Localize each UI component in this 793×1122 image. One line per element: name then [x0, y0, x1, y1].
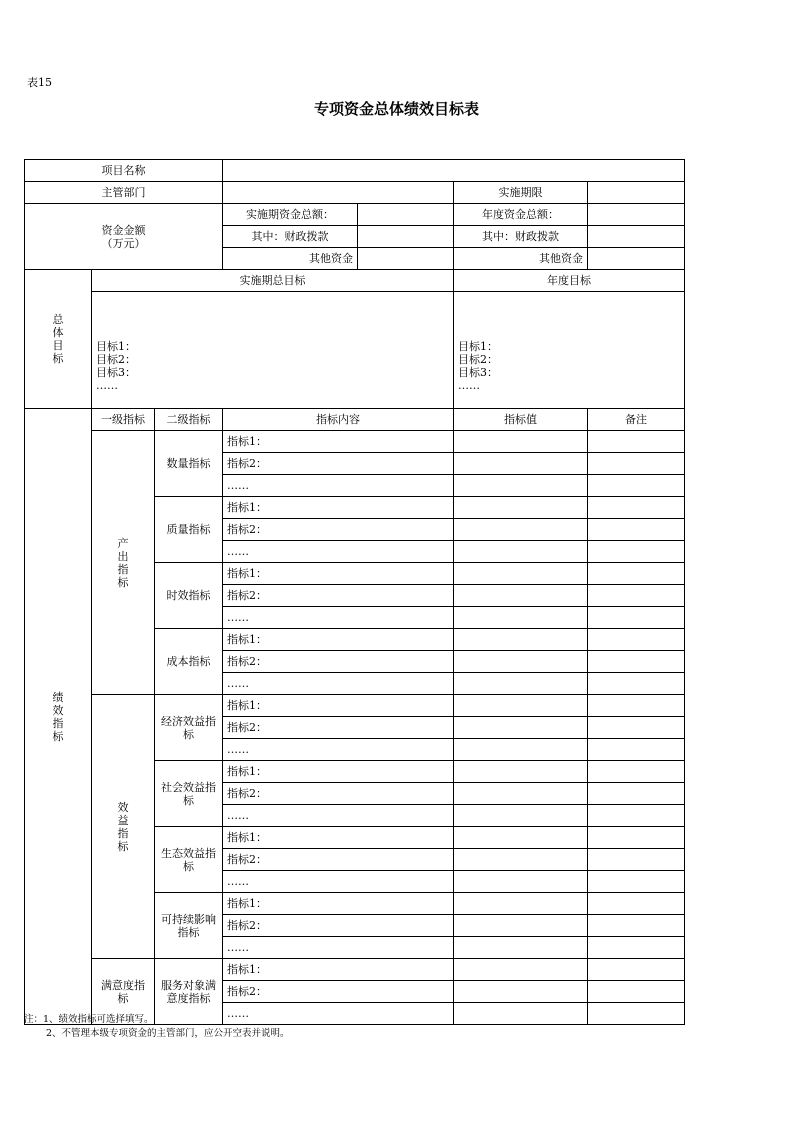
indicator-value-cell [454, 761, 588, 783]
indicator-value-cell [454, 431, 588, 453]
footnotes [24, 1013, 290, 1041]
indicator-remark-cell [588, 827, 685, 849]
indicator-content-cell: 指标1： [223, 497, 454, 519]
indicator-remark-cell [588, 1003, 685, 1025]
department-label: 主管部门 [25, 182, 223, 204]
indicator-remark-cell [588, 519, 685, 541]
indicator-remark-cell [588, 959, 685, 981]
indicator-content-cell: 指标1： [223, 827, 454, 849]
goal-line: …… [96, 379, 118, 392]
indicator-value-cell [454, 453, 588, 475]
level2-cell [155, 563, 223, 629]
annual-fiscal-label: 其中：财政拨款 [454, 226, 588, 248]
indicator-remark-cell [588, 739, 685, 761]
indicator-remark-cell [588, 563, 685, 585]
indicator-content-cell: 指标2： [223, 783, 454, 805]
indicator-content-cell: …… [223, 1003, 454, 1025]
goal-line: 目标3： [96, 366, 136, 379]
level1-cell [92, 695, 155, 959]
indicator-remark-cell [588, 497, 685, 519]
indicator-value-cell [454, 1003, 588, 1025]
fund-unit-text: （万元） [101, 236, 146, 250]
indicator-content-cell: 指标1： [223, 629, 454, 651]
department-value [223, 182, 454, 204]
indicator-content-cell: 指标2： [223, 717, 454, 739]
indicator-remark-cell [588, 761, 685, 783]
goal-line: 目标3： [458, 366, 498, 379]
period-goal-header: 实施期总目标 [92, 270, 454, 292]
indicator-value-cell [454, 607, 588, 629]
indicator-content-cell: 指标1： [223, 695, 454, 717]
indicator-content-cell: 指标2： [223, 519, 454, 541]
level2-text: 时效指标 [166, 589, 211, 602]
indicator-row [25, 959, 685, 981]
indicator-remark-cell [588, 629, 685, 651]
indicator-remark-cell [588, 805, 685, 827]
indicator-value-cell [454, 585, 588, 607]
level2-cell [155, 761, 223, 827]
indicator-content-cell: …… [223, 871, 454, 893]
period-total-value [358, 204, 454, 226]
indicator-value-cell [454, 937, 588, 959]
indicator-value-cell [454, 673, 588, 695]
level1-header: 一级指标 [92, 409, 155, 431]
period-other-label: 其他资金 [223, 248, 358, 270]
indicator-content-cell: 指标2： [223, 585, 454, 607]
project-name-value [223, 160, 685, 182]
indicator-content-cell: 指标2： [223, 849, 454, 871]
indicator-content-cell: …… [223, 607, 454, 629]
indicator-value-cell [454, 805, 588, 827]
indicator-value-cell [454, 893, 588, 915]
goal-line: …… [458, 379, 480, 392]
indicator-value-cell [454, 497, 588, 519]
indicator-content-cell: 指标1： [223, 563, 454, 585]
period-fiscal-value [358, 226, 454, 248]
indicator-content-cell: 指标2： [223, 651, 454, 673]
period-value [588, 182, 685, 204]
annual-other-label: 其他资金 [454, 248, 588, 270]
indicator-value-cell [454, 563, 588, 585]
indicator-content-cell: …… [223, 739, 454, 761]
indicator-value-cell [454, 959, 588, 981]
level2-text: 质量指标 [166, 523, 211, 536]
indicator-content-cell: 指标2： [223, 981, 454, 1003]
period-total-label: 实施期资金总额： [223, 204, 358, 226]
indicator-value-cell [454, 849, 588, 871]
indicator-value-cell [454, 783, 588, 805]
level2-text: 经济效益指标 [161, 714, 216, 741]
indicator-value-cell [454, 629, 588, 651]
level2-cell [155, 827, 223, 893]
indicator-value-cell [454, 695, 588, 717]
performance-goal-table [24, 159, 685, 1025]
level2-cell [155, 629, 223, 695]
annual-goal-header: 年度目标 [454, 270, 685, 292]
level2-header: 二级指标 [155, 409, 223, 431]
footnote-1: 注：1、绩效指标可选择填写。 [24, 1014, 154, 1025]
goal-line: 目标1： [458, 340, 498, 353]
period-fiscal-label: 其中：财政拨款 [223, 226, 358, 248]
table-number: 表15 [27, 76, 52, 89]
indicator-value-cell [454, 541, 588, 563]
overall-goal-label [25, 270, 92, 409]
goal-line: 目标2： [96, 353, 136, 366]
indicator-remark-cell [588, 673, 685, 695]
remark-header: 备注 [588, 409, 685, 431]
indicator-value-cell [454, 871, 588, 893]
indicator-remark-cell [588, 431, 685, 453]
indicator-remark-cell [588, 585, 685, 607]
indicator-row [25, 695, 685, 717]
level2-text: 服务对象满意度指标 [161, 978, 216, 1005]
footnote-2: 2、不管理本级专项资金的主管部门，应公开空表并说明。 [46, 1028, 290, 1039]
annual-goal-content [454, 292, 685, 409]
indicator-value-cell [454, 651, 588, 673]
indicator-content-cell: 指标1： [223, 893, 454, 915]
indicator-content-cell: 指标1： [223, 959, 454, 981]
annual-total-label: 年度资金总额： [454, 204, 588, 226]
level2-cell [155, 497, 223, 563]
project-name-label: 项目名称 [25, 160, 223, 182]
value-header: 指标值 [454, 409, 588, 431]
indicator-value-cell [454, 981, 588, 1003]
indicator-content-cell: …… [223, 805, 454, 827]
indicator-content-cell: 指标2： [223, 915, 454, 937]
level2-text: 社会效益指标 [161, 780, 216, 807]
level2-text: 数量指标 [166, 457, 211, 470]
fund-amount-label [25, 204, 223, 270]
indicator-content-cell: …… [223, 673, 454, 695]
indicator-value-cell [454, 827, 588, 849]
overall-goal-text: 总体目标 [52, 313, 64, 365]
indicator-remark-cell [588, 453, 685, 475]
level2-text: 成本指标 [166, 655, 211, 668]
indicator-remark-cell [588, 915, 685, 937]
content-header: 指标内容 [223, 409, 454, 431]
period-label: 实施期限 [454, 182, 588, 204]
indicator-remark-cell [588, 607, 685, 629]
goal-line: 目标2： [458, 353, 498, 366]
indicator-value-cell [454, 717, 588, 739]
perf-indicator-text: 绩效指标 [52, 690, 64, 743]
indicator-content-cell: 指标2： [223, 453, 454, 475]
page-title: 专项资金总体绩效目标表 [313, 100, 479, 118]
goal-line: 目标1： [96, 340, 136, 353]
level2-text: 生态效益指标 [161, 846, 216, 873]
level1-text: 满意度指标 [101, 978, 145, 1005]
indicator-content-cell: …… [223, 541, 454, 563]
period-other-value [358, 248, 454, 270]
perf-indicator-label [25, 409, 92, 1025]
indicator-remark-cell [588, 981, 685, 1003]
level2-cell [155, 695, 223, 761]
indicator-content-cell: 指标1： [223, 761, 454, 783]
indicator-remark-cell [588, 871, 685, 893]
indicator-value-cell [454, 519, 588, 541]
level2-cell [155, 431, 223, 497]
indicator-content-cell: …… [223, 937, 454, 959]
indicator-row [25, 431, 685, 453]
indicator-remark-cell [588, 783, 685, 805]
level2-text: 可持续影响指标 [161, 912, 216, 939]
indicator-content-cell: 指标1： [223, 431, 454, 453]
level1-text: 产出指标 [117, 536, 129, 589]
indicator-value-cell [454, 475, 588, 497]
fund-amount-text: 资金金额 [101, 223, 146, 237]
indicator-remark-cell [588, 695, 685, 717]
indicator-remark-cell [588, 893, 685, 915]
indicator-value-cell [454, 915, 588, 937]
indicator-remark-cell [588, 541, 685, 563]
indicator-remark-cell [588, 475, 685, 497]
level2-cell [155, 893, 223, 959]
level1-cell [92, 431, 155, 695]
level1-text: 效益指标 [117, 800, 129, 853]
annual-fiscal-value [588, 226, 685, 248]
indicator-content-cell: …… [223, 475, 454, 497]
indicator-remark-cell [588, 717, 685, 739]
period-goal-content [92, 292, 454, 409]
annual-total-value [588, 204, 685, 226]
indicator-remark-cell [588, 651, 685, 673]
indicator-value-cell [454, 739, 588, 761]
annual-other-value [588, 248, 685, 270]
indicator-remark-cell [588, 937, 685, 959]
indicator-remark-cell [588, 849, 685, 871]
